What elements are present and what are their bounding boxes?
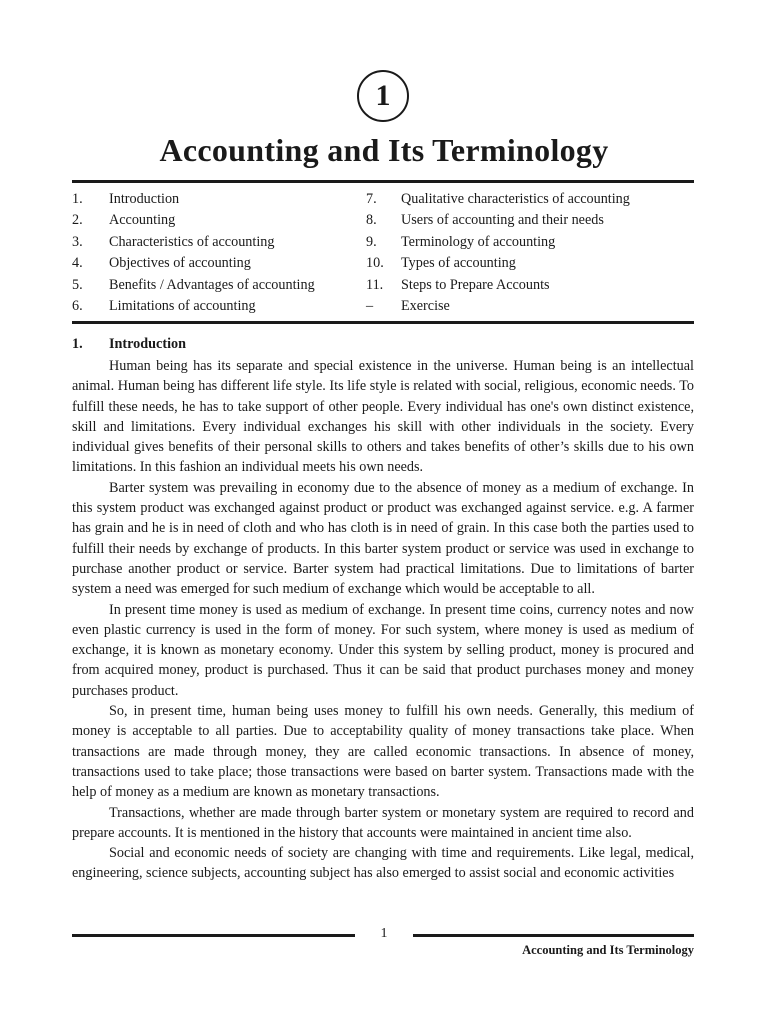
section-number: 1.: [72, 336, 83, 352]
toc-row: [0, 232, 768, 253]
chapter-title: Accounting and Its Terminology: [159, 132, 609, 168]
toc-item-users-of-accounting: Users of accounting and their needs: [401, 212, 604, 229]
toc-item-terminology: Terminology of accounting: [401, 233, 556, 250]
paragraph: So, in present time, human being uses money to fulfill his own needs. Generally, this medium of money is acceptable to all parties. Due to acceptability quality of money transactions take place. When transactions are made through money, they are called economic transactions. In absence of money, transactions used to take place; those transactions were based on barter system. Transactions made with the help of money as a medium are known as monetary transactions.: [72, 703, 694, 801]
paragraph: Social and economic needs of society are changing with time and requirements. Like legal, medical, engineering, science subjects, accounting subject has also emerged to assist social and economic activities: [72, 845, 694, 882]
chapter-number-badge: [357, 70, 409, 122]
toc-top-rule: [72, 180, 694, 183]
toc-bottom-rule: [72, 321, 694, 324]
toc-item-introduction: Introduction: [109, 191, 180, 207]
footer-rule-right: [413, 934, 694, 937]
toc-item-objectives: Objectives of accounting: [109, 255, 251, 272]
toc-row: [0, 296, 768, 317]
toc-item-steps-to-prepare-accounts: Steps to Prepare Accounts: [401, 276, 550, 293]
section-title: Introduction: [109, 336, 186, 352]
toc-item-number: 9.: [366, 233, 377, 250]
toc-row: [0, 253, 768, 274]
footer-rule-left: [72, 934, 355, 937]
paragraph: Barter system was prevailing in economy due to the absence of money as a medium of exchange. In this system product was exchanged against product or product was exchanged against service. e.g. A farmer has grain and he is in need of cloth and who has cloth is in need of grain. In this case both the parties used to fulfill their needs by exchange of products. In this barter system product or service was used in exchange to purchase another product or service. Barter system had practical limitations. Due to limitations of barter system a need was emerged for such medium of exchange which would be acceptable to all.: [72, 479, 694, 598]
toc-item-number: –: [366, 297, 374, 314]
toc-item-number: 3.: [72, 233, 83, 250]
toc-item-exercise: Exercise: [401, 297, 450, 314]
toc-item-number: 6.: [72, 297, 83, 314]
toc-item-number: 5.: [72, 276, 83, 293]
paragraph: Human being has its separate and special existence in the universe. Human being is an intellectual animal. Human being has different life style. Its life style is related with social, religious, economic needs. To fulfill these needs, he has to take support of other people. Every individual has one's own distinct existence, skill and limitations. Every individual exchanges his skill with other individuals in the society. Every individual gives benefits of their personal skills to others and takes benefits of other’s skills due to his own limitations. In this fashion an individual meets his own needs.: [72, 358, 694, 476]
page-number: 1: [380, 926, 388, 941]
paragraph: In present time money is used as medium of exchange. In present time coins, currency notes and now even plastic currency is used in the form of money. For such system, where money is used as medium of exchange, it is known as monetary economy. Under this system by selling product, money is procured and from acquired money, product is purchased. Thus it can be said that product purchases money and money purchases product.: [72, 601, 694, 699]
chapter-number: 1: [375, 79, 391, 112]
toc-item-number: 2.: [72, 212, 83, 229]
toc-item-number: 10.: [366, 255, 384, 272]
toc-item-accounting: Accounting: [109, 212, 176, 229]
toc-item-benefits: Benefits / Advantages of accounting: [109, 276, 315, 293]
toc-item-number: 1.: [72, 191, 83, 207]
toc-item-number: 7.: [366, 191, 377, 207]
toc-item-number: 4.: [72, 255, 83, 272]
toc-row: [0, 275, 768, 296]
toc-row: [0, 189, 768, 210]
toc-item-types-of-accounting: Types of accounting: [401, 255, 516, 272]
toc-item-characteristics: Characteristics of accounting: [109, 233, 275, 250]
toc-item-limitations: Limitations of accounting: [109, 297, 256, 314]
toc-item-number: 8.: [366, 212, 377, 229]
toc-item-qualitative-characteristics: Qualitative characteristics of accounting: [401, 191, 630, 207]
toc-row: [0, 210, 768, 231]
running-footer-title: Accounting and Its Terminology: [522, 943, 694, 957]
table-of-contents: [0, 189, 768, 317]
body-text: [72, 356, 694, 884]
section-heading: [72, 336, 186, 353]
paragraph: Transactions, whether are made through barter system or monetary system are required to record and prepare accounts. It is mentioned in the history that accounts were maintained in ancient time also.: [72, 804, 694, 841]
toc-item-number: 11.: [366, 276, 384, 293]
